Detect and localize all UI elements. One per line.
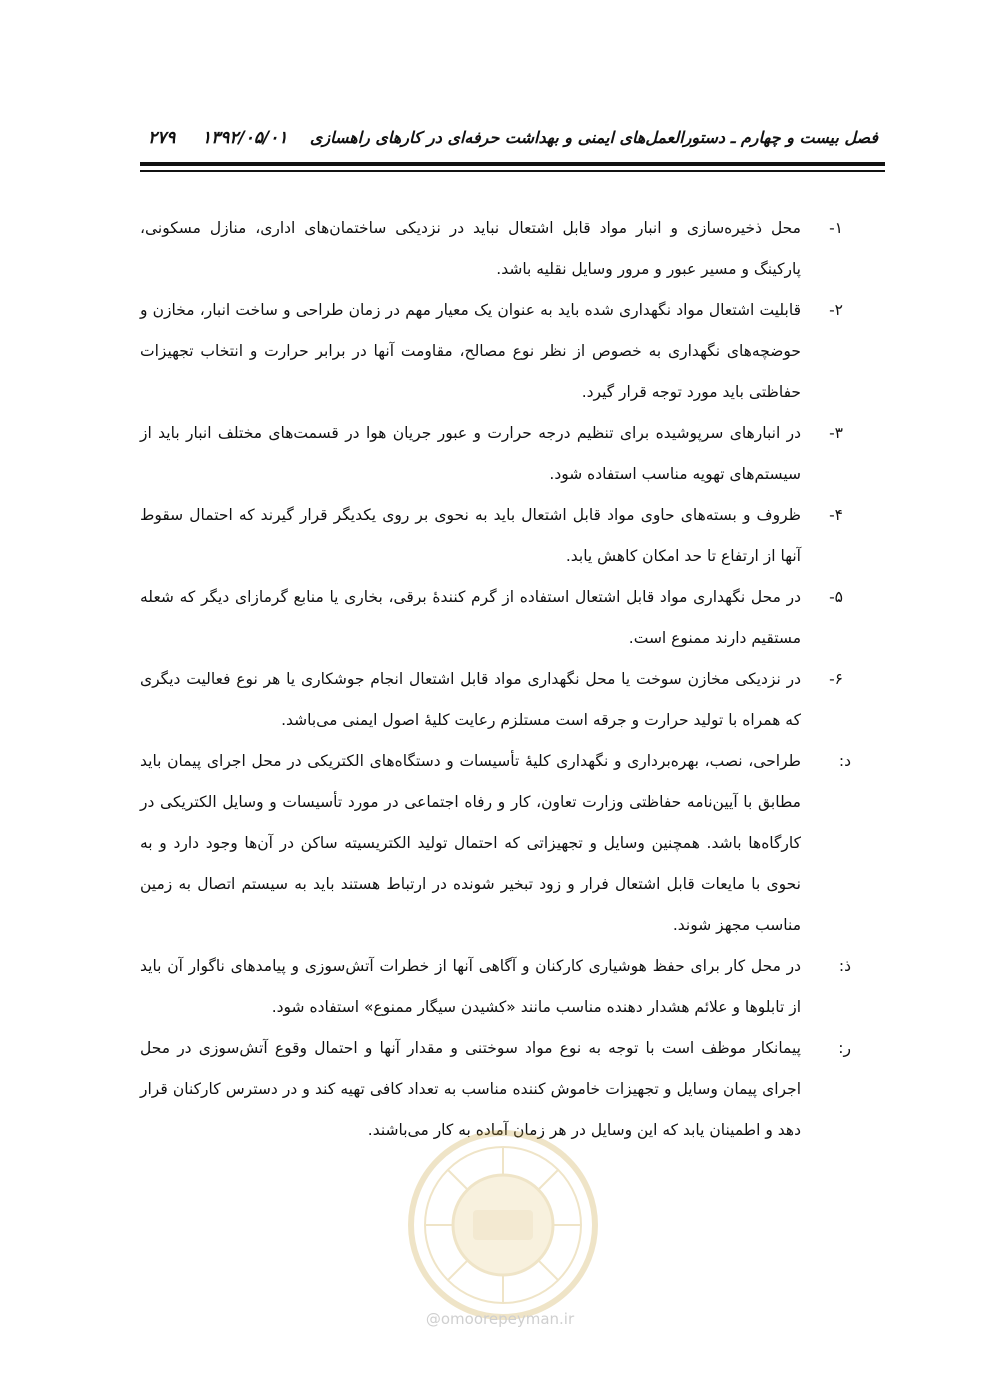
section-letter: ذ: (838, 957, 851, 975)
item-text: در انبارهای سرپوشیده برای تنظیم درجه حرارت و عبور جریان هوا در قسمت‌های مختلف انبار باید از سیستم‌های تهویه مناسب استفاده شود. (140, 424, 801, 483)
item-number: ۵- (829, 588, 843, 606)
list-item (140, 413, 843, 495)
list-item (140, 208, 843, 290)
list-item (140, 577, 843, 659)
page-header (140, 118, 878, 158)
header-rule-thin (140, 170, 885, 172)
list-item (140, 659, 843, 741)
section-text: در محل کار برای حفظ هوشیاری کارکنان و آگاهی آنها از خطرات آتش‌سوزی و پیامدهای ناگوار آن باید از تابلوها و علائم هشدار دهنده مناسب مانند «کشیدن سیگار ممنوع» استفاده شود. (140, 957, 801, 1016)
header-rule-thick (140, 162, 885, 166)
item-number: ۳- (829, 424, 843, 442)
item-text: قابلیت اشتعال مواد نگهداری شده باید به عنوان یک معیار مهم در زمان طراحی و ساخت انبار، مخازن و حوضچه‌های نگهداری به خصوص از نظر نوع مصالح، مقاومت آنها در برابر حرارت و انتخاب تجهیزات حفاظتی باید مورد توجه قرار گیرد. (140, 301, 801, 401)
item-text: در نزدیکی مخازن سوخت یا محل نگهداری مواد قابل اشتعال انجام جوشکاری یا هر نوع فعالیت دیگری که همراه با تولید حرارت و جرقه است مستلزم رعایت کلیۀ اصول ایمنی می‌باشد. (140, 670, 801, 729)
section-letter: د: (838, 752, 851, 770)
watermark-seal-icon (403, 1125, 603, 1325)
section-paragraph (140, 946, 851, 1028)
item-number: ۱- (829, 219, 843, 237)
section-text: طراحی، نصب، بهره‌برداری و نگهداری کلیۀ تأسیسات و دستگاه‌های الکتریکی در محل اجرای پیمان باید مطابق با آیین‌نامه حفاظتی وزارت تعاون، کار و رفاه اجتماعی در مورد تأسیسات و وسایل الکتریکی در کارگاه‌ها باشد. همچنین وسایل و تجهیزاتی که احتمال تولید الکتریسیته ساکن در آن‌ها وجود دارد و به نحوی با مایعات قابل اشتعال فرار و زود تبخیر شونده در ارتباط هستند باید به سیستم اتصال به زمین مناسب مجهز شوند. (140, 752, 801, 934)
section-text: پیمانکار موظف است با توجه به نوع مواد سوختنی و مقدار آنها و احتمال وقوع آتش‌سوزی در محل اجرای پیمان وسایل و تجهیزات خاموش کننده مناسب به تعداد کافی تهیه کند و در دسترس کارکنان قرار دهد و اطمینان یابد که این وسایل در هر زمان آماده به کار می‌باشند. (140, 1039, 801, 1139)
section-paragraph (140, 741, 851, 946)
item-number: ۲- (829, 301, 843, 319)
page-body (140, 208, 851, 1151)
item-text: در محل نگهداری مواد قابل اشتعال استفاده از گرم کنندۀ برقی، بخاری یا منابع گرمازای دیگر که شعله مستقیم دارند ممنوع است. (140, 588, 801, 647)
list-item (140, 290, 843, 413)
header-date: ۱۳۹۲/۰۵/۰۱ (202, 128, 288, 148)
item-text: محل ذخیره‌سازی و انبار مواد قابل اشتعال نباید در نزدیکی ساختمان‌های اداری، منازل مسکونی، پارکینگ و مسیر عبور و مرور وسایل نقلیه باشد. (140, 219, 801, 278)
chapter-title: فصل بیست و چهارم ـ دستورالعمل‌های ایمنی و بهداشت حرفه‌ای در کارهای راهسازی (309, 128, 878, 147)
item-text: ظروف و بسته‌های حاوی مواد قابل اشتعال باید به نحوی بر روی یکدیگر قرار گیرند که احتمال سقوط آنها از ارتفاع تا حد امکان کاهش یابد. (140, 506, 801, 565)
watermark-text: @omoorepeyman.ir (425, 1310, 575, 1328)
item-number: ۶- (829, 670, 843, 688)
section-letter: ر: (838, 1039, 851, 1057)
list-item (140, 495, 843, 577)
item-number: ۴- (829, 506, 843, 524)
page-number: ۲۷۹ (148, 128, 176, 148)
